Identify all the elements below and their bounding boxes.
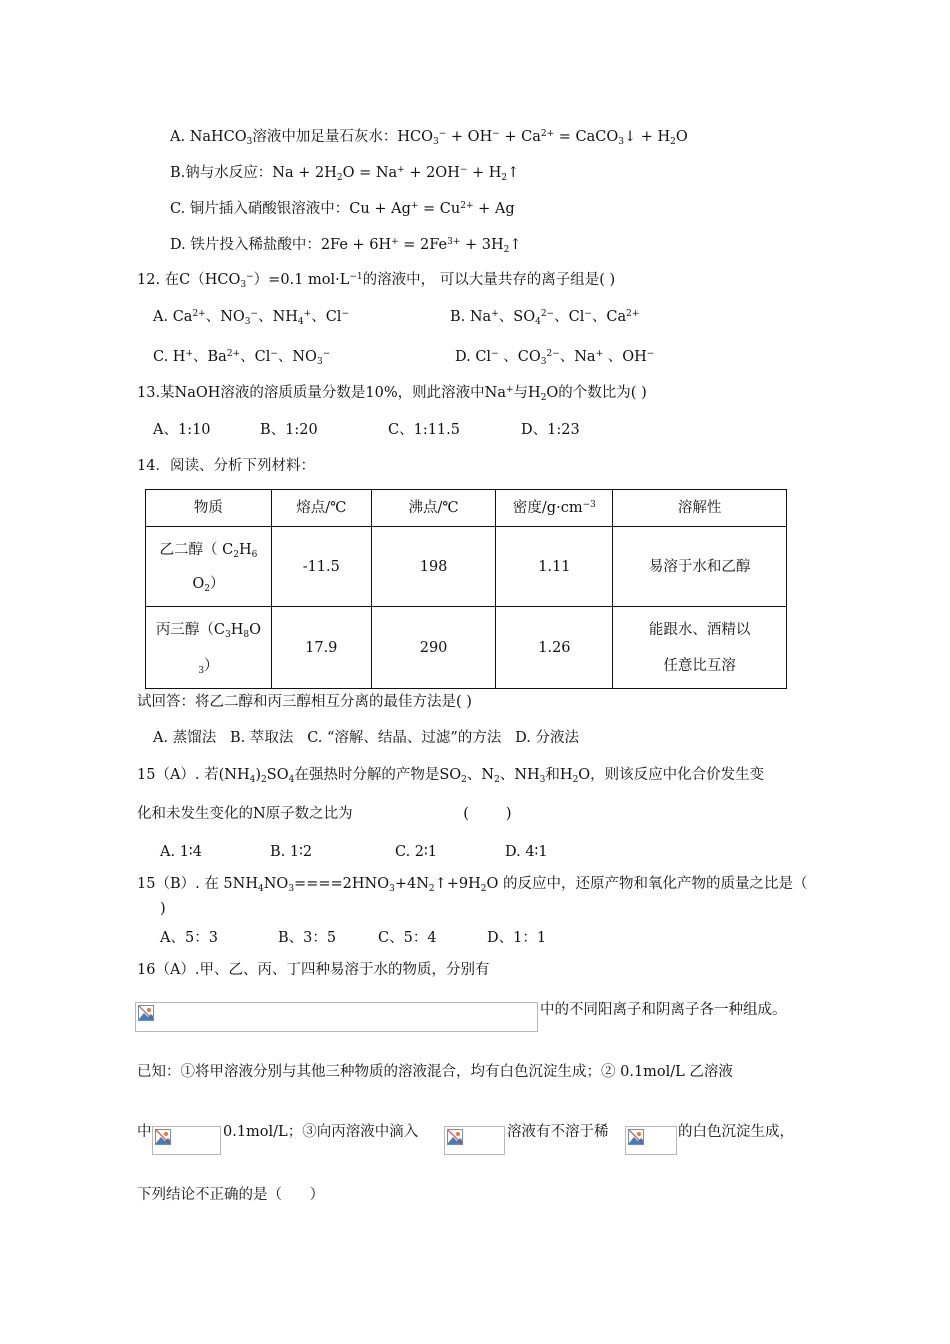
q15b-option-b: B、3：5 (278, 930, 337, 946)
q11-option-d: D. 铁片投入稀盐酸中：$2Fe + 6H^+ = 2Fe^{3+}$ + $3H_2↑$ (170, 237, 522, 255)
q12-option-d: D. Cl− 、$CO_3^{2-}$、Na+ 、OH− (455, 349, 655, 367)
q13-option-a: A、1:10 (153, 422, 211, 438)
broken-image-reagent (444, 1126, 505, 1155)
q16-line4-after: 溶液有不溶于稀 (507, 1124, 609, 1140)
header-density: 密度$/g\cdot cm^{-3}$ (496, 490, 613, 527)
q15a-option-b: B. 1∶2 (270, 844, 313, 860)
broken-image-ions (135, 1002, 538, 1032)
q15a-stem: 15（A）. 若$(NH_4)_2SO_4$在强热时分解的产物是$SO_2$、$N_2$、$NH_3$和$H_2O$，则该反应中化合价发生变 (137, 767, 765, 785)
q13-option-d: D、1:23 (521, 422, 580, 438)
melting-point: 17.9 (271, 607, 371, 689)
q15a-option-d: D. 4∶1 (505, 844, 548, 860)
q12-option-a: A. $Ca^{2+}$、$NO_3^-$、$NH_4^+$、Cl− (153, 309, 349, 327)
q11-option-b: B.钠与水反应：$Na + 2H_2O = Na^+ + 2OH^-$ + $H_2↑$ (170, 165, 520, 183)
q14-question: 试回答：将乙二醇和丙三醇相互分离的最佳方法是( ) (137, 694, 472, 710)
q15a-option-c: C. 2∶1 (395, 844, 438, 860)
broken-image-icon (138, 1005, 154, 1021)
density: 1.26 (496, 607, 613, 689)
broken-image-concentration (152, 1126, 221, 1155)
q16-line4-middle: 0.1mol/L；③向丙溶液中滴入 (223, 1124, 419, 1140)
q16-line2: 中的不同阳离子和阴离子各一种组成。 (540, 1002, 787, 1018)
header-boiling-point: 沸点/℃ (371, 490, 496, 527)
header-melting-point: 熔点/℃ (271, 490, 371, 527)
substance-name: 乙二醇（ $C_2H_6$ $O_2$） (146, 527, 272, 607)
q15b-stem-continued: ) (160, 901, 166, 917)
q14-stem: 14．阅读、分析下列材料： (137, 458, 315, 474)
broken-image-icon (155, 1129, 171, 1145)
melting-point: -11.5 (271, 527, 371, 607)
broken-image-acid (625, 1126, 677, 1155)
boiling-point: 198 (371, 527, 496, 607)
q16-line3: 已知：①将甲溶液分别与其他三种物质的溶液混合，均有白色沉淀生成；② 0.1mol/L 乙溶液 (137, 1064, 733, 1080)
q13-stem: 13.某NaOH溶液的溶质质量分数是10%，则此溶液中Na+与$H_2O$的个数比为( ) (137, 385, 647, 403)
q16-line4-prefix: 中 (137, 1124, 152, 1140)
broken-image-icon (628, 1129, 644, 1145)
boiling-point: 290 (371, 607, 496, 689)
q13-option-b: B、1:20 (260, 422, 318, 438)
header-substance: 物质 (146, 490, 272, 527)
broken-image-icon (447, 1129, 463, 1145)
properties-table (145, 489, 787, 689)
q15b-option-c: C、5：4 (378, 930, 437, 946)
q12-option-b: B. Na+、$SO_4^{2-}$、Cl−、$Ca^{2+}$ (450, 309, 640, 327)
q15b-stem: 15（B）. 在 $5NH_4NO_3====2HNO_3+4N_2↑+9H_2O$ 的反应中，还原产物和氧化产物的质量之比是（ (137, 876, 808, 894)
q15a-stem-continued: 化和未发生变化的N原子数之比为 ( ) (137, 806, 512, 822)
q15b-option-d: D、1：1 (487, 930, 547, 946)
header-solubility: 溶解性 (613, 490, 787, 527)
table-row (146, 607, 787, 689)
solubility: 能跟水、酒精以 任意比互溶 (613, 607, 787, 689)
q12-stem: 12. 在$C(HCO_3^-)=0.1$ $mol\cdot L^{-1}$的溶液中， 可以大量共存的离子组是( ) (137, 272, 616, 290)
q15b-option-a: A、5：3 (160, 930, 218, 946)
q16-line4-end: 的白色沉淀生成， (678, 1124, 794, 1140)
q16-stem: 16（A）.甲、乙、丙、丁四种易溶于水的物质，分别有 (137, 962, 490, 978)
table-header-row (146, 490, 787, 527)
density: 1.11 (496, 527, 613, 607)
q15a-option-a: A. 1∶4 (160, 844, 202, 860)
q11-option-a: A. NaHCO$_3$溶液中加足量石灰水：$HCO_3^- + OH^- + Ca^{2+}$ = CaCO$_3$↓ + $H_2O$ (170, 129, 688, 147)
q14-options: A. 蒸馏法 B. 萃取法 C. “溶解、结晶、过滤”的方法 D. 分液法 (153, 730, 579, 746)
q13-option-c: C、1:11.5 (388, 422, 460, 438)
q16-question: 下列结论不正确的是（ ） (137, 1187, 325, 1203)
table-row (146, 527, 787, 607)
q12-option-c: C. H+、$Ba^{2+}$、Cl−、$NO_3^-$ (153, 349, 331, 367)
solubility: 易溶于水和乙醇 (613, 527, 787, 607)
substance-name: 丙三醇（$C_3H_8O$ $_3$） (146, 607, 272, 689)
q11-option-c: C. 铜片插入硝酸银溶液中：$Cu + Ag^+ = Cu^{2+} + Ag$ (170, 201, 515, 217)
